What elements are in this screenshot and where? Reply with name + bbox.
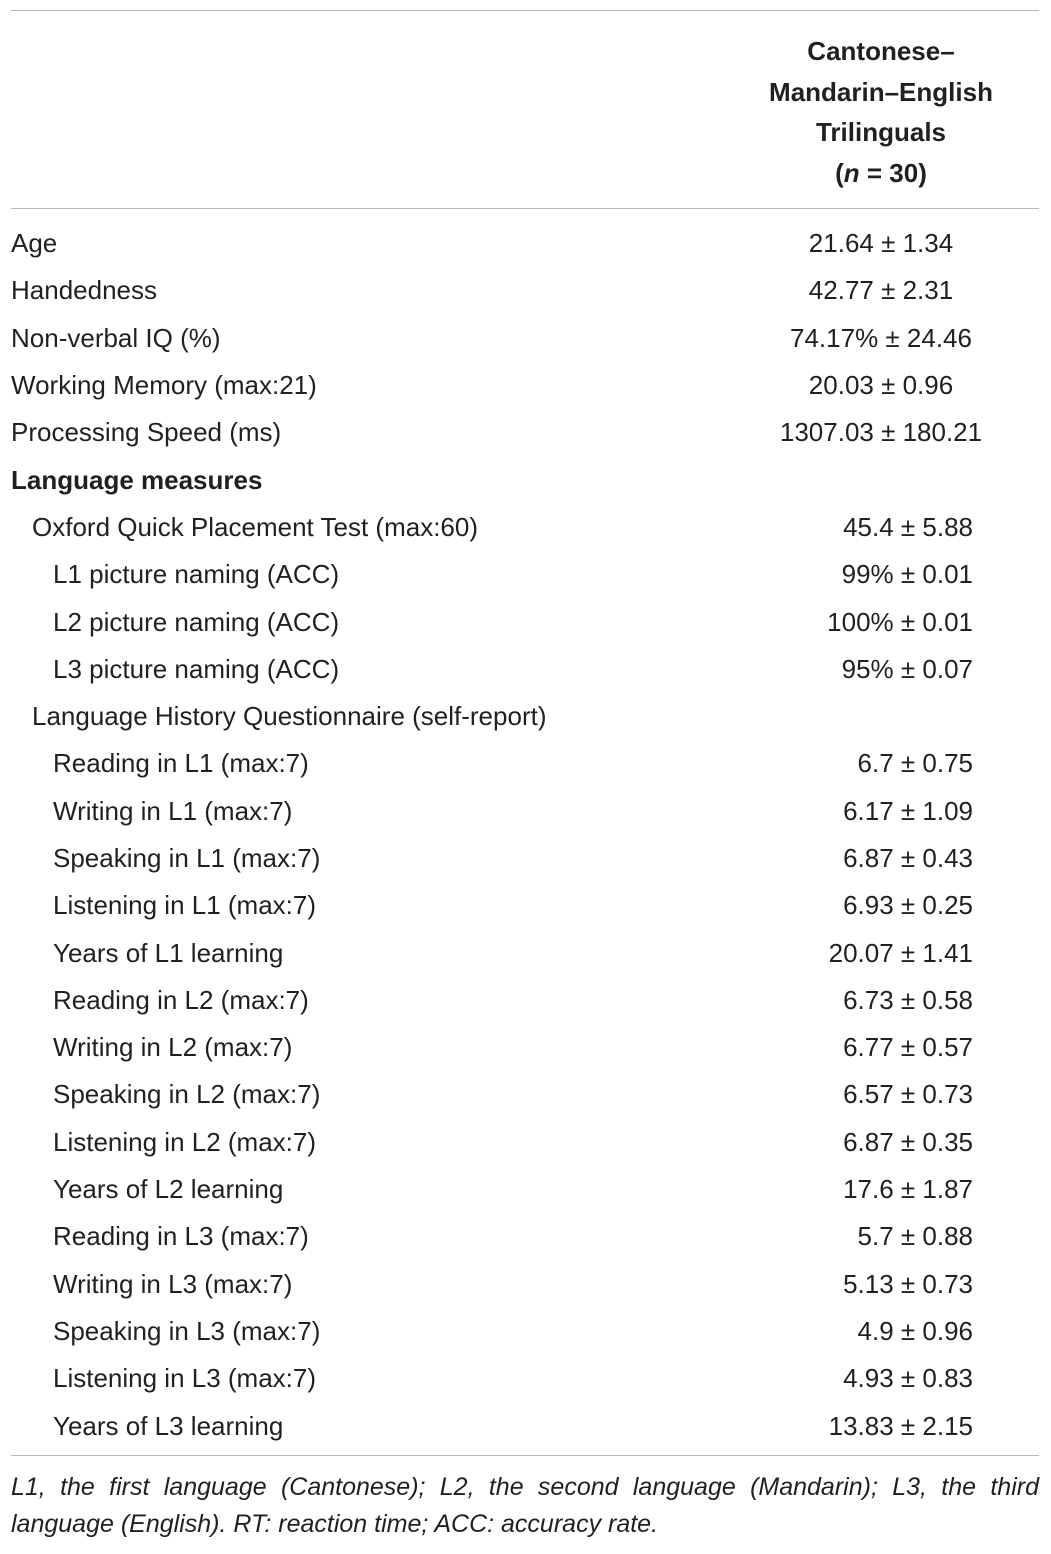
- row-value: 6.73 ± 0.58: [843, 984, 973, 1015]
- row-value: 99% ± 0.01: [841, 559, 973, 590]
- table-row: [11, 598, 1039, 645]
- row-label: Speaking in L3 (max:7): [53, 1315, 321, 1346]
- row-value: 13.83 ± 2.15: [828, 1410, 973, 1441]
- table-row: [11, 1166, 1039, 1213]
- table-row: [11, 835, 1039, 882]
- row-label: L1 picture naming (ACC): [53, 559, 340, 590]
- table-row: [11, 1119, 1039, 1166]
- row-value: 5.13 ± 0.73: [843, 1268, 973, 1299]
- row-label: Reading in L1 (max:7): [53, 748, 309, 779]
- bottom-rule: [11, 1455, 1039, 1456]
- table-row: [11, 267, 1039, 314]
- row-value: 6.87 ± 0.43: [843, 843, 973, 873]
- row-label: Handedness: [11, 275, 157, 306]
- column-header-sample-size: [731, 153, 1031, 194]
- table-row: [11, 220, 1039, 267]
- row-value: 4.9 ± 0.96: [857, 1315, 973, 1346]
- sample-size-open: (: [835, 157, 844, 188]
- row-label: Years of L1 learning: [53, 937, 284, 968]
- sample-size-symbol: n: [843, 157, 860, 188]
- row-label: Non-verbal IQ (%): [11, 322, 221, 353]
- table-row: [11, 409, 1039, 456]
- row-label: Listening in L3 (max:7): [53, 1363, 317, 1394]
- row-label: L3 picture naming (ACC): [53, 653, 340, 684]
- row-label: L2 picture naming (ACC): [53, 606, 340, 637]
- row-label: Oxford Quick Placement Test (max:60): [32, 511, 479, 542]
- row-label: Speaking in L2 (max:7): [53, 1079, 321, 1110]
- sample-size-rest: = 30): [859, 157, 927, 188]
- row-label: Writing in L3 (max:7): [53, 1268, 293, 1299]
- row-label: Processing Speed (ms): [11, 417, 282, 448]
- row-label: Working Memory (max:21): [11, 370, 317, 401]
- row-value: 6.77 ± 0.57: [843, 1032, 973, 1063]
- demographics-table: [11, 10, 1039, 1456]
- row-value: 6.87 ± 0.35: [843, 1126, 973, 1157]
- row-value: 20.07 ± 1.41: [828, 937, 973, 968]
- table-footnote: L1, the first language (Cantonese); L2, the second language (Mandarin); L3, the third language (English). RT: reaction time; ACC: accuracy rate.: [11, 1473, 1039, 1538]
- table-row: [11, 551, 1039, 598]
- row-label: Reading in L2 (max:7): [53, 984, 309, 1015]
- table-row: [11, 1261, 1039, 1308]
- section-header-row: [11, 456, 1039, 503]
- table-row: [11, 362, 1039, 409]
- table-body: [11, 209, 1039, 1455]
- row-value: 4.93 ± 0.83: [843, 1363, 973, 1394]
- row-value: 6.7 ± 0.75: [857, 748, 973, 779]
- table-row: [11, 693, 1039, 740]
- column-header-line2: Mandarin–English: [769, 76, 993, 107]
- table-row: [11, 315, 1039, 362]
- row-value: 45.4 ± 5.88: [843, 511, 973, 542]
- row-value: 17.6 ± 1.87: [843, 1174, 973, 1205]
- row-label: Age: [11, 228, 58, 259]
- table-row: [11, 1402, 1039, 1449]
- column-header-line3: Trilinguals: [815, 117, 947, 147]
- table-row: [11, 504, 1039, 551]
- row-label: Writing in L2 (max:7): [53, 1032, 293, 1063]
- row-value: 21.64 ± 1.34: [808, 228, 954, 259]
- row-label: Listening in L2 (max:7): [53, 1126, 317, 1157]
- row-label: Writing in L1 (max:7): [53, 795, 293, 826]
- row-value: 6.17 ± 1.09: [843, 795, 973, 826]
- row-value: 74.17% ± 24.46: [790, 322, 972, 353]
- row-label: Speaking in L1 (max:7): [53, 843, 321, 873]
- row-label: Language History Questionnaire (self-report): [32, 701, 547, 732]
- table-row: [11, 1071, 1039, 1118]
- column-header-line1: Cantonese–: [807, 36, 955, 66]
- column-header-trilinguals: [731, 31, 1031, 193]
- row-label: Years of L2 learning: [53, 1174, 284, 1205]
- section-label: Language measures: [11, 464, 263, 495]
- row-value: 6.57 ± 0.73: [843, 1079, 973, 1110]
- table-row: [11, 929, 1039, 976]
- table-header: [11, 11, 1039, 208]
- table-row: [11, 1308, 1039, 1355]
- table-row: [11, 1213, 1039, 1260]
- row-value: 5.7 ± 0.88: [857, 1221, 973, 1252]
- table-row: [11, 1355, 1039, 1402]
- row-value: 6.93 ± 0.25: [843, 890, 973, 921]
- row-label: Reading in L3 (max:7): [53, 1221, 309, 1252]
- table-row: [11, 977, 1039, 1024]
- row-value: 20.03 ± 0.96: [808, 370, 954, 401]
- table-row: [11, 740, 1039, 787]
- row-value: 1307.03 ± 180.21: [779, 417, 983, 448]
- row-value: 42.77 ± 2.31: [808, 275, 954, 306]
- row-value: 100% ± 0.01: [827, 606, 973, 637]
- row-value: 95% ± 0.07: [841, 653, 973, 684]
- table-row: [11, 788, 1039, 835]
- table-row: [11, 882, 1039, 929]
- row-label: Listening in L1 (max:7): [53, 890, 317, 921]
- table-row: [11, 1024, 1039, 1071]
- row-label: Years of L3 learning: [53, 1410, 284, 1441]
- table-row: [11, 646, 1039, 693]
